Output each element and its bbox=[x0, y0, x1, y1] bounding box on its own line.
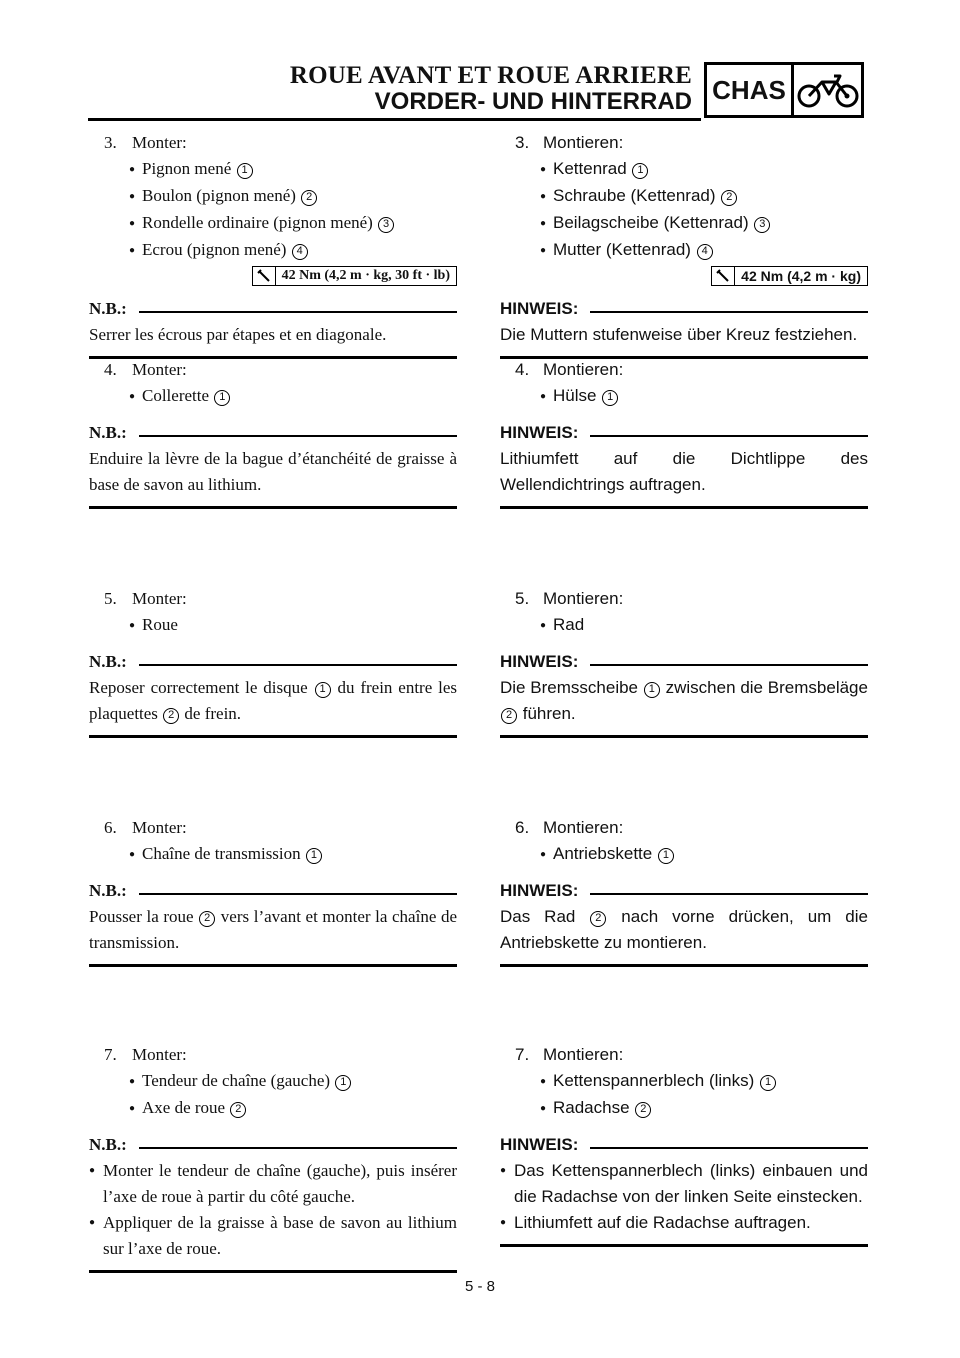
list-item: ● Kettenspannerblech (links) 1 bbox=[500, 1068, 868, 1095]
list-item: ● Axe de roue 2 bbox=[89, 1095, 457, 1122]
de-step-3 bbox=[500, 130, 868, 359]
note-end-rule bbox=[89, 735, 457, 738]
callout-ref: 1 bbox=[602, 390, 618, 406]
callout-ref: 1 bbox=[237, 163, 253, 179]
list-item: ● Radachse 2 bbox=[500, 1095, 868, 1122]
note-text: Enduire la lèvre de la bague d’étanchéité de graisse à base de savon au lithium. bbox=[89, 449, 457, 494]
step-number: 7. bbox=[515, 1045, 530, 1064]
step-number: 6. bbox=[104, 818, 117, 837]
list-item: ● Hülse 1 bbox=[500, 383, 868, 410]
list-item: ● Rondelle ordinaire (pignon mené) 3 bbox=[89, 210, 457, 237]
step-action: Montieren: bbox=[543, 133, 624, 152]
callout-ref: 1 bbox=[644, 682, 660, 698]
note-header: N.B.: bbox=[89, 1132, 457, 1158]
note-end-rule bbox=[89, 964, 457, 967]
list-item: ● Kettenrad 1 bbox=[500, 156, 868, 183]
list-item: ● Chaîne de transmission 1 bbox=[89, 841, 457, 868]
note-header: HINWEIS: bbox=[500, 296, 868, 322]
note-list-item: ● Das Kettenspannerblech (links) einbauen und die Radachse von der linken Seite einstecken. bbox=[500, 1161, 868, 1206]
note-end-rule bbox=[89, 1270, 457, 1273]
section-badge bbox=[704, 62, 864, 118]
torque-spec bbox=[500, 266, 868, 286]
step-action: Montieren: bbox=[543, 360, 624, 379]
note-end-rule bbox=[500, 506, 868, 509]
torque-value: 42 Nm (4,2 m · kg, 30 ft · lb) bbox=[281, 268, 450, 283]
step-number: 3. bbox=[104, 133, 117, 152]
step-number: 3. bbox=[515, 133, 530, 152]
callout-ref: 1 bbox=[214, 390, 230, 406]
step-number: 7. bbox=[104, 1045, 117, 1064]
fr-step-4 bbox=[89, 357, 457, 509]
torque-spec bbox=[89, 266, 457, 286]
callout-ref: 2 bbox=[721, 190, 737, 206]
section-label: CHAS bbox=[707, 65, 794, 115]
note-text: Die Bremsscheibe 1 zwischen die Bremsbeläge 2 führen. bbox=[500, 678, 868, 723]
note-text: Serrer les écrous par étapes et en diagonale. bbox=[89, 325, 387, 344]
step-number: 5. bbox=[515, 589, 530, 608]
callout-ref: 1 bbox=[315, 682, 331, 698]
de-step-7 bbox=[500, 1042, 868, 1247]
note-text: Die Muttern stufenweise über Kreuz festziehen. bbox=[500, 325, 858, 344]
list-item: ● Pignon mené 1 bbox=[89, 156, 457, 183]
list-item: ● Beilagscheibe (Kettenrad) 3 bbox=[500, 210, 868, 237]
note-text: Das Rad 2 nach vorne drücken, um die Antriebskette zu montieren. bbox=[500, 907, 868, 952]
callout-ref: 1 bbox=[760, 1075, 776, 1091]
note-header: HINWEIS: bbox=[500, 649, 868, 675]
step-number: 6. bbox=[515, 818, 530, 837]
callout-ref: 4 bbox=[697, 244, 713, 260]
list-item: ● Ecrou (pignon mené) 4 bbox=[89, 237, 457, 264]
note-header: N.B.: bbox=[89, 420, 457, 446]
note-list-item: ● Lithiumfett auf die Radachse auftragen. bbox=[500, 1213, 811, 1232]
callout-ref: 2 bbox=[163, 708, 179, 724]
callout-ref: 4 bbox=[292, 244, 308, 260]
note-end-rule bbox=[500, 1244, 868, 1247]
fr-step-6 bbox=[89, 815, 457, 967]
header-title-de: VORDER- UND HINTERRAD bbox=[374, 88, 692, 115]
note-text: Lithiumfett auf die Dichtlippe des Wellendichtrings auftragen. bbox=[500, 449, 868, 494]
callout-ref: 1 bbox=[335, 1075, 351, 1091]
note-header: N.B.: bbox=[89, 649, 457, 675]
callout-ref: 1 bbox=[658, 848, 674, 864]
wrench-icon bbox=[253, 267, 276, 285]
step-action: Montieren: bbox=[543, 1045, 624, 1064]
step-number: 4. bbox=[104, 360, 117, 379]
note-header: HINWEIS: bbox=[500, 878, 868, 904]
step-action: Monter: bbox=[132, 133, 187, 152]
de-step-4 bbox=[500, 357, 868, 509]
list-item: ● Tendeur de chaîne (gauche) 1 bbox=[89, 1068, 457, 1095]
callout-ref: 1 bbox=[632, 163, 648, 179]
wrench-icon bbox=[712, 267, 735, 285]
list-item: ● Rad bbox=[540, 615, 585, 634]
step-action: Monter: bbox=[132, 1045, 187, 1064]
note-end-rule bbox=[89, 506, 457, 509]
note-end-rule bbox=[500, 964, 868, 967]
callout-ref: 1 bbox=[306, 848, 322, 864]
note-header: HINWEIS: bbox=[500, 420, 868, 446]
callout-ref: 2 bbox=[501, 708, 517, 724]
header-title-fr: ROUE AVANT ET ROUE ARRIERE bbox=[289, 62, 692, 89]
list-item: ● Boulon (pignon mené) 2 bbox=[89, 183, 457, 210]
step-number: 5. bbox=[104, 589, 117, 608]
callout-ref: 3 bbox=[378, 217, 394, 233]
step-action: Monter: bbox=[132, 589, 187, 608]
list-item: ● Collerette 1 bbox=[89, 383, 457, 410]
callout-ref: 2 bbox=[199, 911, 215, 927]
callout-ref: 2 bbox=[230, 1102, 246, 1118]
callout-ref: 3 bbox=[754, 217, 770, 233]
de-step-6 bbox=[500, 815, 868, 967]
callout-ref: 2 bbox=[301, 190, 317, 206]
fr-step-3 bbox=[89, 130, 457, 359]
step-action: Montieren: bbox=[543, 818, 624, 837]
fr-step-7 bbox=[89, 1042, 457, 1273]
motorcycle-icon bbox=[794, 65, 861, 115]
list-item: ● Mutter (Kettenrad) 4 bbox=[500, 237, 868, 264]
step-action: Monter: bbox=[132, 360, 187, 379]
note-header: N.B.: bbox=[89, 878, 457, 904]
fr-step-5 bbox=[89, 586, 457, 738]
torque-value: 42 Nm (4,2 m · kg) bbox=[741, 268, 861, 284]
callout-ref: 2 bbox=[590, 911, 606, 927]
page-number: 5 - 8 bbox=[464, 1278, 495, 1295]
note-list-item: ● Monter le tendeur de chaîne (gauche), puis insérer l’axe de roue à partir du côté gauche. bbox=[89, 1161, 457, 1206]
step-action: Monter: bbox=[132, 818, 187, 837]
header-rule bbox=[88, 118, 701, 121]
note-end-rule bbox=[500, 735, 868, 738]
list-item: ● Schraube (Kettenrad) 2 bbox=[500, 183, 868, 210]
list-item: ● Antriebskette 1 bbox=[500, 841, 868, 868]
note-list-item: ● Appliquer de la graisse à base de savon au lithium sur l’axe de roue. bbox=[89, 1213, 457, 1258]
note-header: HINWEIS: bbox=[500, 1132, 868, 1158]
note-header: N.B.: bbox=[89, 296, 457, 322]
note-text: Pousser la roue 2 vers l’avant et monter la chaîne de transmission. bbox=[89, 907, 458, 952]
callout-ref: 2 bbox=[635, 1102, 651, 1118]
list-item: ● Roue bbox=[129, 615, 178, 634]
step-number: 4. bbox=[515, 360, 530, 379]
step-action: Montieren: bbox=[543, 589, 624, 608]
de-step-5 bbox=[500, 586, 868, 738]
note-text: Reposer correctement le disque 1 du frein entre les plaquettes 2 de frein. bbox=[89, 678, 458, 723]
